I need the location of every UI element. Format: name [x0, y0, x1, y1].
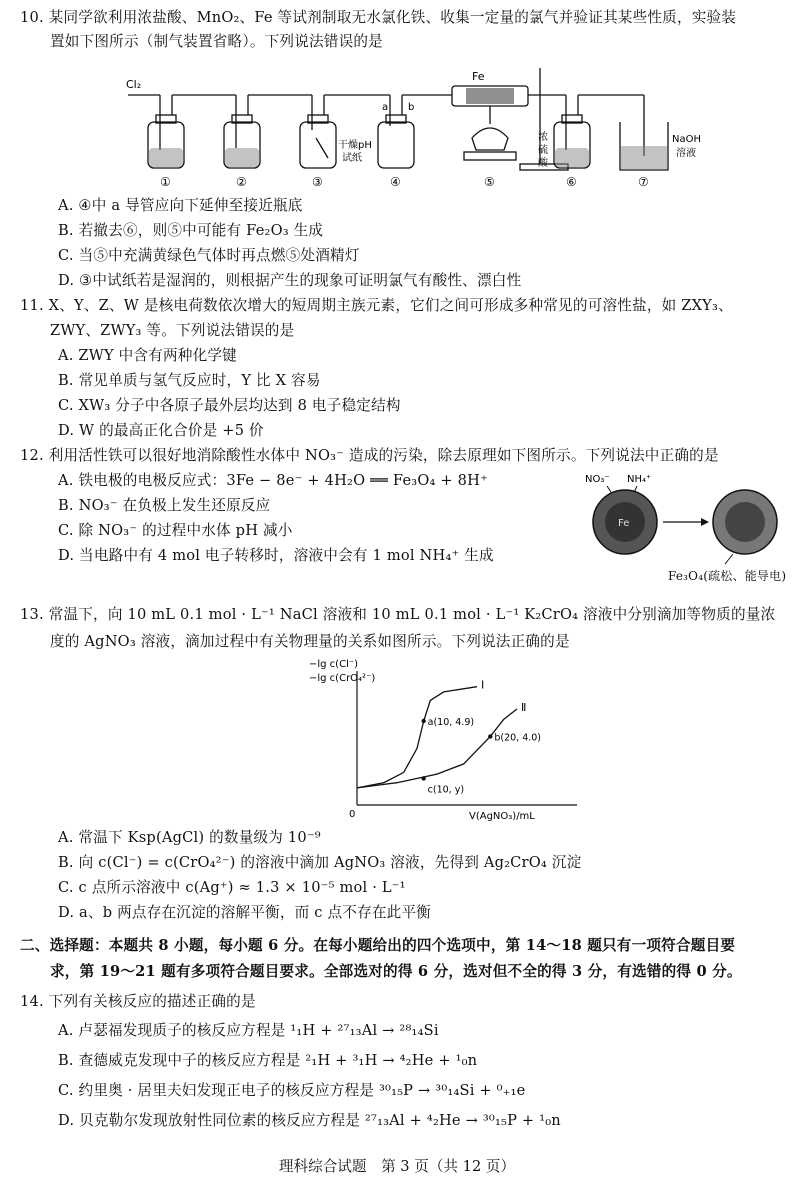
- q11-option-b: B. 常见单质与氢气反应时，Y 比 X 容易: [58, 372, 321, 389]
- q10-apparatus-figure: [120, 60, 720, 192]
- ph-label-1: 干燥pH: [338, 140, 372, 151]
- y-axis-label-1: −lg c(Cl⁻): [309, 659, 359, 670]
- q12-option-c: C. 除 NO₃⁻ 的过程中水体 pH 减小: [58, 522, 293, 539]
- lamp-base: [464, 152, 516, 160]
- q12-option-b: B. NO₃⁻ 在负极上发生还原反应: [58, 497, 271, 514]
- point-2: [488, 734, 492, 738]
- q10-option-c: C. 当⑤中充满黄绿色气体时再点燃⑤处酒精灯: [58, 247, 360, 264]
- q11-option-d: D. W 的最高正化合价是 +5 价: [58, 422, 264, 439]
- series-2-label: Ⅱ: [521, 701, 527, 714]
- q13-stem-line1: 13. 常温下，向 10 mL 0.1 mol · L⁻¹ NaCl 溶液和 10 mL 0.1 mol · L⁻¹ K₂CrO₄ 溶液中分别滴加等物质的量浓: [20, 606, 776, 623]
- acid-label-3: 酸: [538, 158, 548, 169]
- ph-label-2: 试纸: [342, 153, 362, 164]
- naoh-label-1: NaOH: [672, 134, 701, 145]
- section2-instructions-line1: 二、选择题：本题共 8 小题，每小题 6 分。在每小题给出的四个选项中，第 14～18 题只有一项符合题目要: [20, 937, 736, 954]
- point-2-label: b(20, 4.0): [494, 732, 542, 744]
- q12-iron-figure: [585, 470, 785, 576]
- q10-stem-line2: 置如下图所示（制气装置省略）。下列说法错误的是: [50, 33, 383, 50]
- point-3-label: c(10, y): [427, 784, 465, 796]
- q12-stem: 12. 利用活性铁可以很好地消除酸性水体中 NO₃⁻ 造成的污染，除去原理如下图所示。下列说法中正确的是: [20, 447, 719, 464]
- point-1: [421, 719, 425, 723]
- q14-option-b: B. 查德威克发现中子的核反应方程是 ²₁H + ³₁H → ⁴₂He + ¹₀n: [58, 1052, 478, 1069]
- q11-stem-line2: ZWY、ZWY₃ 等。下列说法错误的是: [50, 322, 295, 339]
- q12-caption: Fe₃O₄(疏松、能导电): [668, 569, 787, 583]
- q14-option-c: C. 约里奥 · 居里夫妇发现正电子的核反应方程是 ³⁰₁₅P → ³⁰₁₄Si + ⁰₊₁e: [58, 1082, 526, 1099]
- label-n2: ②: [236, 175, 247, 189]
- series-1-line: [357, 687, 477, 788]
- q10-option-a: A. ④中 a 导管应向下延伸至接近瓶底: [58, 197, 303, 214]
- label-n6: ⑥: [566, 175, 577, 189]
- arrow-icon: [701, 518, 709, 526]
- q11-option-c: C. XW₃ 分子中各原子最外层均达到 8 电子稳定结构: [58, 397, 401, 414]
- q14-option-d: D. 贝克勒尔发现放射性同位素的核反应方程是 ²⁷₁₃Al + ⁴₂He → ³⁰₁₅P + ¹₀n: [58, 1112, 561, 1129]
- q12-option-d: D. 当电路中有 4 mol 电子转移时，溶液中会有 1 mol NH₄⁺ 生成: [58, 547, 494, 564]
- label-n5: ⑤: [484, 175, 495, 189]
- q11-stem-line1: 11. X、Y、Z、W 是核电荷数依次增大的短周期主族元素，它们之间可形成多种常见的可溶性盐，如 ZXY₃、: [20, 297, 733, 314]
- q12-option-a: A. 铁电极的电极反应式：3Fe − 8e⁻ + 4H₂O ══ Fe₃O₄ + 8H⁺: [58, 472, 488, 489]
- q10-option-d: D. ③中试纸若是湿润的，则根据产生的现象可证明氯气有酸性、漂白性: [58, 272, 522, 289]
- q10-option-b: B. 若撤去⑥，则⑤中可能有 Fe₂O₃ 生成: [58, 222, 324, 239]
- label-n3: ③: [312, 175, 323, 189]
- fe3o4-particle-core: [725, 502, 765, 542]
- q13-stem-line2: 度的 AgNO₃ 溶液，滴加过程中有关物理量的关系如图所示。下列说法正确的是: [50, 633, 570, 650]
- q13-chart: [305, 655, 585, 825]
- point-1-label: a(10, 4.9): [427, 717, 475, 728]
- page-footer: 理科综合试题 第 3 页（共 12 页）: [278, 1158, 516, 1175]
- q14-stem: 14. 下列有关核反应的描述正确的是: [20, 993, 256, 1010]
- q10-stem-line1: 10. 某同学欲利用浓盐酸、MnO₂、Fe 等试剂制取无水氯化铁、收集一定量的氯气并验证其某些性质，实验装: [20, 9, 737, 26]
- q13-option-c: C. c 点所示溶液中 c(Ag⁺) ≈ 1.3 × 10⁻⁵ mol · L⁻¹: [58, 879, 406, 896]
- y-axis-label-2: −lg c(CrO₄²⁻): [309, 673, 376, 684]
- bottle-4: [378, 122, 414, 168]
- tube-b-label: b: [408, 102, 415, 113]
- label-n1: ①: [160, 175, 171, 189]
- point-3: [421, 776, 425, 780]
- no3-label: NO₃⁻: [585, 474, 610, 485]
- naoh-label-2: 溶液: [676, 148, 696, 159]
- acid-label-1: 浓: [538, 132, 548, 143]
- ph-paper-strip: [316, 138, 328, 158]
- fe-core-label: Fe: [618, 518, 630, 529]
- label-n4: ④: [390, 175, 401, 189]
- series-1-label: I: [481, 678, 485, 692]
- q11-option-a: A. ZWY 中含有两种化学键: [58, 347, 237, 364]
- q13-option-a: A. 常温下 Ksp(AgCl) 的数量级为 10⁻⁹: [58, 829, 321, 846]
- x-axis-label: V(AgNO₃)/mL: [469, 811, 535, 822]
- acid-label-2: 硫: [538, 145, 548, 156]
- q13-option-d: D. a、b 两点存在沉淀的溶解平衡，而 c 点不存在此平衡: [58, 904, 432, 921]
- tube-a-label: a: [382, 102, 389, 113]
- label-n7: ⑦: [638, 175, 649, 189]
- nh4-label: NH₄⁺: [627, 474, 652, 485]
- cl2-label: Cl₂: [126, 78, 142, 91]
- section2-instructions-line2: 求，第 19～21 题有多项符合题目要求。全部选对的得 6 分，选对但不全的得 3 分，有选错的得 0 分。: [50, 963, 742, 980]
- fe-label: Fe: [472, 70, 485, 83]
- q13-option-b: B. 向 c(Cl⁻) = c(CrO₄²⁻) 的溶液中滴加 AgNO₃ 溶液，先得到 Ag₂CrO₄ 沉淀: [58, 854, 582, 871]
- origin-label: 0: [349, 809, 356, 820]
- bottle-3: [300, 122, 336, 168]
- q14-option-a: A. 卢瑟福发现质子的核反应方程是 ¹₁H + ²⁷₁₃Al → ²⁸₁₄Si: [58, 1022, 439, 1039]
- alcohol-lamp: [472, 128, 508, 150]
